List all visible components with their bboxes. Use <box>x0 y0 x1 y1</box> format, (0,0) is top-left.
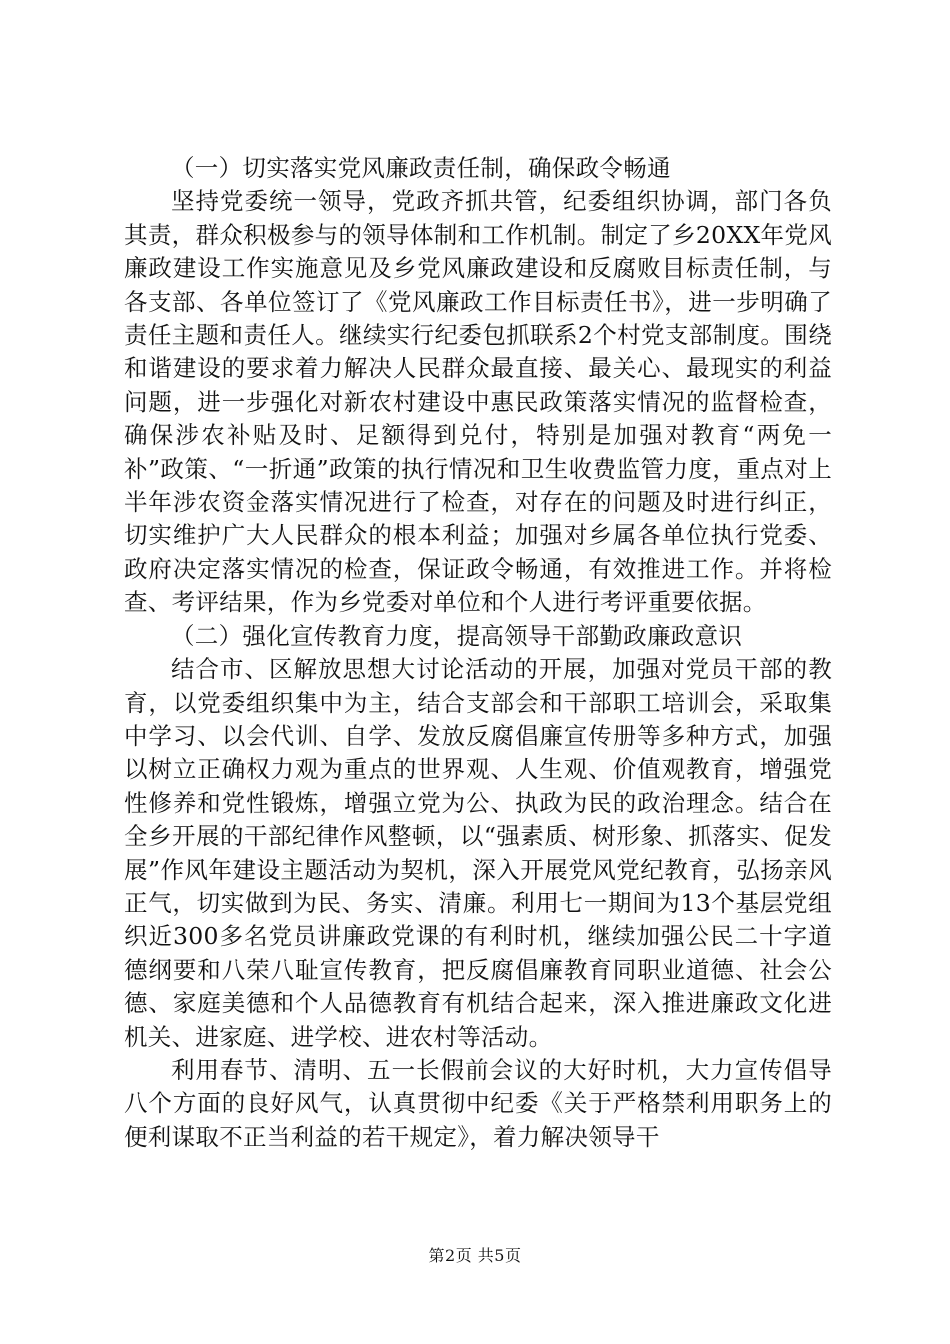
document-body <box>124 152 832 1154</box>
section-heading-2: （二）强化宣传教育力度，提高领导干部勤政廉政意识 <box>171 621 743 650</box>
body-paragraph-2: 结合市、区解放思想大讨论活动的开展，加强对党员干部的教育，以党委组织集中为主，结合支部会和干部职工培训会，采取集中学习、以会代训、自学、发放反腐倡廉宣传册等多种方式，加强以树立正确权力观为重点的世界观、人生观、价值观教育，增强党性修养和党性锻炼，增强立党为公、执政为民的政治理念。结合在全乡开展的干部纪律作风整顿，以“强素质、树形象、抓落实、促发展”作风年建设主题活动为契机，深入开展党风党纪教育，弘扬亲风正气，切实做到为民、务实、清廉。利用七一期间为13个基层党组织近300多名党员讲廉政党课的有利时机，继续加强公民二十字道德纲要和八荣八耻宣传教育，把反腐倡廉教育同职业道德、社会公德、家庭美德和个人品德教育有机结合起来，深入推进廉政文化进机关、进家庭、进学校、进农村等活动。 <box>124 655 832 1051</box>
page-number-footer: 第2页 共5页 <box>428 1246 522 1265</box>
body-paragraph-1: 坚持党委统一领导，党政齐抓共管，纪委组织协调，部门各负其责，群众积极参与的领导体制和工作机制。制定了乡20XX年党风廉政建设工作实施意见及乡党风廉政建设和反腐败目标责任制，与各支部、各单位签订了《党风廉政工作目标责任书》，进一步明确了责任主题和责任人。继续实行纪委包抓联系2个村党支部制度。围绕和谐建设的要求着力解决人民群众最直接、最关心、最现实的利益问题，进一步强化对新农村建设中惠民政策落实情况的监督检查，确保涉农补贴及时、足额得到兑付，特别是加强对教育“两免一补”政策、“一折通”政策的执行情况和卫生收费监管力度，重点对上半年涉农资金落实情况进行了检查，对存在的问题及时进行纠正，切实维护广大人民群众的根本利益；加强对乡属各单位执行党委、政府决定落实情况的检查，保证政令畅通，有效推进工作。并将检查、考评结果，作为乡党委对单位和个人进行考评重要依据。 <box>124 187 832 617</box>
section-heading-1: （一）切实落实党风廉政责任制，确保政令畅通 <box>171 154 671 182</box>
body-paragraph-3: 利用春节、清明、五一长假前会议的大好时机，大力宣传倡导八个方面的良好风气，认真贯彻中纪委《关于严格禁利用职务上的便利谋取不正当利益的若干规定》，着力解决领导干 <box>124 1055 832 1151</box>
